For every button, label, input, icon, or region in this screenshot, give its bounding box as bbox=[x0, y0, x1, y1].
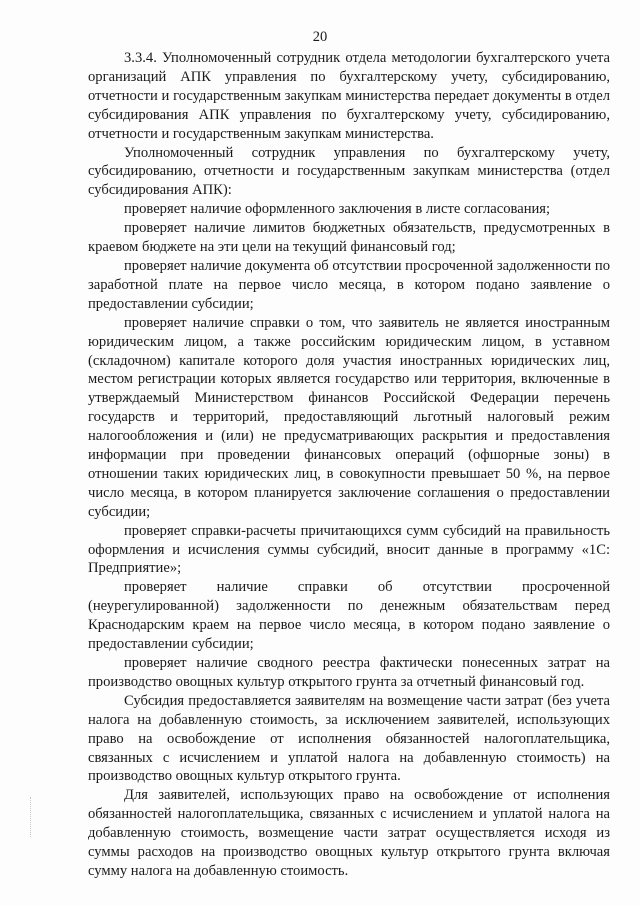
paragraph-3-3-4: 3.3.4. Уполномоченный сотрудник отдела методологии бухгалтерского учета организаций АПК управления по бухгалтерскому учету, субсидированию, отчетности и государственным закупкам министерства передает документы в отдел субсидирования АПК управления по бухгалтерскому учету, субсидированию, отчетности и государственным закупкам министерства. bbox=[88, 50, 610, 142]
scan-margin-mark bbox=[30, 797, 41, 837]
paragraph-authorized-employee: Уполномоченный сотрудник управления по бухгалтерскому учету, субсидированию, отчетности и государственным закупкам министерства (отдел субсидирования АПК): bbox=[88, 144, 610, 199]
list-item-foreign-entity-check: проверяет наличие справки о том, что заявитель не является иностранным юридическим лицом, а также российским юридическим лицом, в уставном (складочном) капитале которого доля участия иностранных юридических лиц, местом регистрации которых является государство или территория, включенные в утверждаемый Министерством финансов Российской Федерации перечень государств и территорий, предоставляющий льготный налоговый режим налогообложения и (или) не предусматривающих раскрытия и предоставления информации при проведении финансовых операций (офшорные зоны) в отношении таких юридических лиц, в совокупности превышает 50 %, на первое число месяца, в котором планируется заключение соглашения о предоставлении субсидии; bbox=[88, 314, 610, 520]
list-item-cost-register-check: проверяет наличие сводного реестра фактически понесенных затрат на производство овощных культур открытого грунта за отчетный финансовый год. bbox=[88, 655, 610, 690]
list-item-budget-limits-check: проверяет наличие лимитов бюджетных обязательств, предусмотренных в краевом бюджете на эти цели на текущий финансовый год; bbox=[88, 220, 610, 256]
list-item-subsidy-calculation-check: проверяет справки-расчеты причитающихся сумм субсидий на правильность оформления и исчисления суммы субсидий, вносит данные в программу «1С: Предприятие»; bbox=[88, 522, 610, 577]
document-body bbox=[88, 49, 610, 881]
paragraph-vat-exempt-applicants: Для заявителей, использующих право на освобождение от исполнения обязанностей налогоплательщика, связанных с исчислением и уплатой налога на добавленную стоимость, возмещение части затрат осуществляется исходя из суммы расходов на производство овощных культур открытого грунта включая сумму налога на добавленную стоимость. bbox=[88, 787, 610, 879]
list-item-conclusion-check: проверяет наличие оформленного заключения в листе согласования; bbox=[124, 201, 551, 218]
paragraph-subsidy-provision: Субсидия предоставляется заявителям на возмещение части затрат (без учета налога на добавленную стоимость, за исключением заявителей, использующих право на освобождение от исполнения обязанностей налогоплательщика, связанных с исчислением и уплатой налога на добавленную стоимость) на производство овощных культур открытого грунта. bbox=[88, 692, 610, 785]
list-item-wage-debt-check: проверяет наличие документа об отсутствии просроченной задолженности по заработной плате на первое число месяца, в котором подано заявление о предоставлении субсидии; bbox=[88, 257, 610, 312]
page-number: 20 bbox=[312, 29, 328, 45]
list-item-overdue-debt-check: проверяет наличие справки об отсутствии просроченной (неурегулированной) задолженности по денежным обязательствам перед Краснодарским краем на первое число месяца, в котором подано заявление о предоставлении субсидии; bbox=[88, 579, 610, 653]
